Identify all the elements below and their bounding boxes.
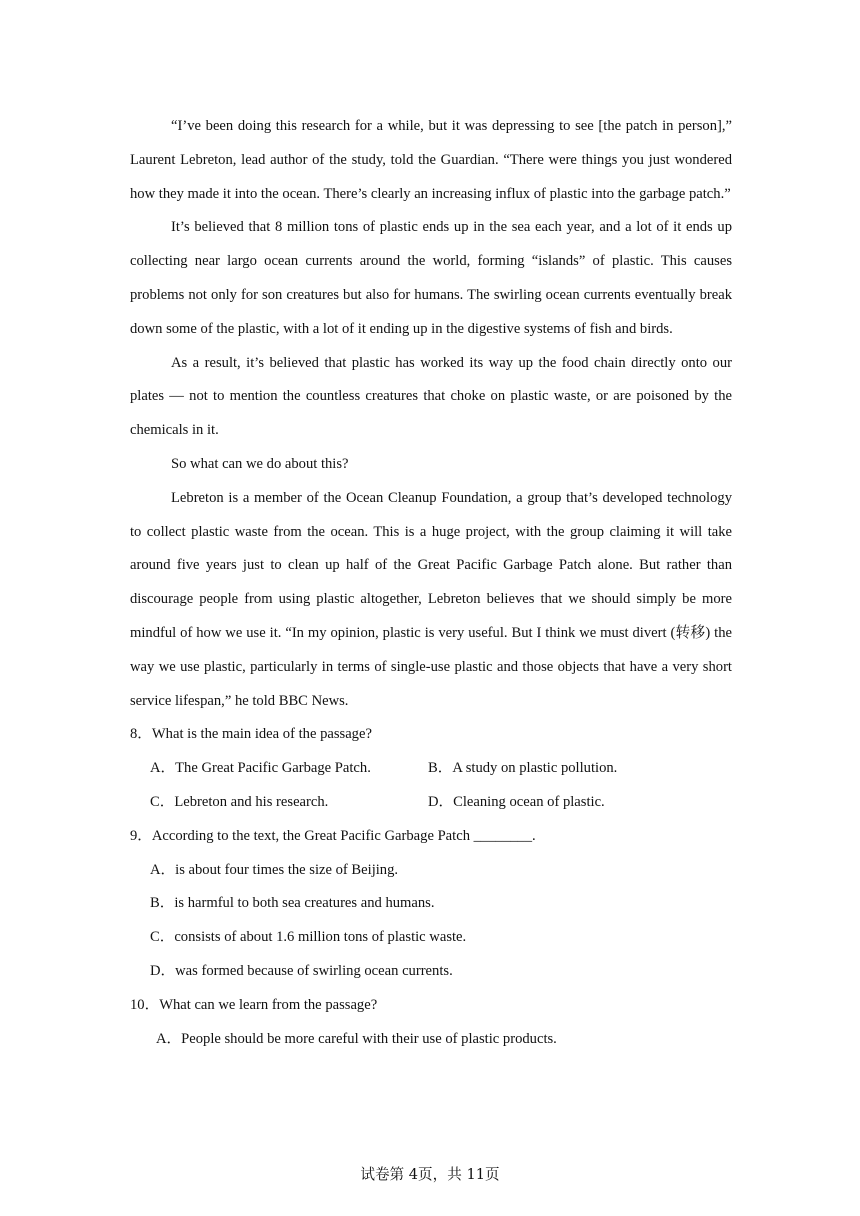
option-d: D．Cleaning ocean of plastic. <box>428 793 605 810</box>
question-10 <box>130 989 732 1057</box>
option-b: B．A study on plastic pollution. <box>428 760 618 777</box>
page-content <box>130 110 732 1056</box>
option-a: A．is about four times the size of Beijing. <box>150 861 399 878</box>
option-a: A．The Great Pacific Garbage Patch. <box>150 760 371 777</box>
option-b: B．is harmful to both sea creatures and humans. <box>150 895 435 912</box>
question-stem: 8．What is the main idea of the passage? <box>130 726 372 743</box>
passage-paragraph: Lebreton is a member of the Ocean Cleanup Foundation, a group that’s developed technology to collect plastic waste from the ocean. This is a huge project, with the group claiming it will take around five years just to clean up half of the Great Pacific Garbage Patch alone. But rather than discourage people from using plastic altogether, Lebreton believes that we should simply be more mindful of how we use it. “In my opinion, plastic is very useful. But I think we must divert (转移) the way we use plastic, particularly in terms of single-use plastic and those objects that have a very short service lifespan,” he told BBC News. <box>130 489 732 709</box>
page-footer: 试卷第 4页，共 11页 <box>360 1166 500 1183</box>
option-d: D．was formed because of swirling ocean currents. <box>150 962 453 979</box>
option-c: C．consists of about 1.6 million tons of plastic waste. <box>150 929 467 946</box>
question-stem: 10．What can we learn from the passage? <box>130 996 378 1013</box>
passage-paragraph: It’s believed that 8 million tons of plastic ends up in the sea each year, and a lot of it ends up collecting near largo ocean currents around the world, forming “islands” of plastic. This causes problems not only for son creatures but also for humans. The swirling ocean currents eventually break down some of the plastic, with a lot of it ending up in the digestive systems of fish and birds. <box>130 219 732 337</box>
option-row <box>130 752 732 786</box>
passage-paragraph: “I’ve been doing this research for a while, but it was depressing to see [the patch in person],” Laurent Lebreton, lead author of the study, told the Guardian. “There were things you just wondered how they made it into the ocean. There’s clearly an increasing influx of plastic into the garbage patch.” <box>130 118 732 202</box>
passage-paragraph: So what can we do about this? <box>171 455 349 472</box>
question-8 <box>130 718 732 819</box>
passage-paragraph: As a result, it’s believed that plastic has worked its way up the food chain directly onto our plates — not to mention the countless creatures that choke on plastic waste, or are poisoned by the chemicals in it. <box>130 354 732 439</box>
reading-passage <box>130 110 732 718</box>
option-row <box>130 786 732 820</box>
question-stem: 9．According to the text, the Great Pacific Garbage Patch ________. <box>130 827 536 844</box>
option-c: C．Lebreton and his research. <box>150 793 329 810</box>
option-a: A．People should be more careful with their use of plastic products. <box>156 1030 557 1047</box>
question-9 <box>130 820 732 989</box>
